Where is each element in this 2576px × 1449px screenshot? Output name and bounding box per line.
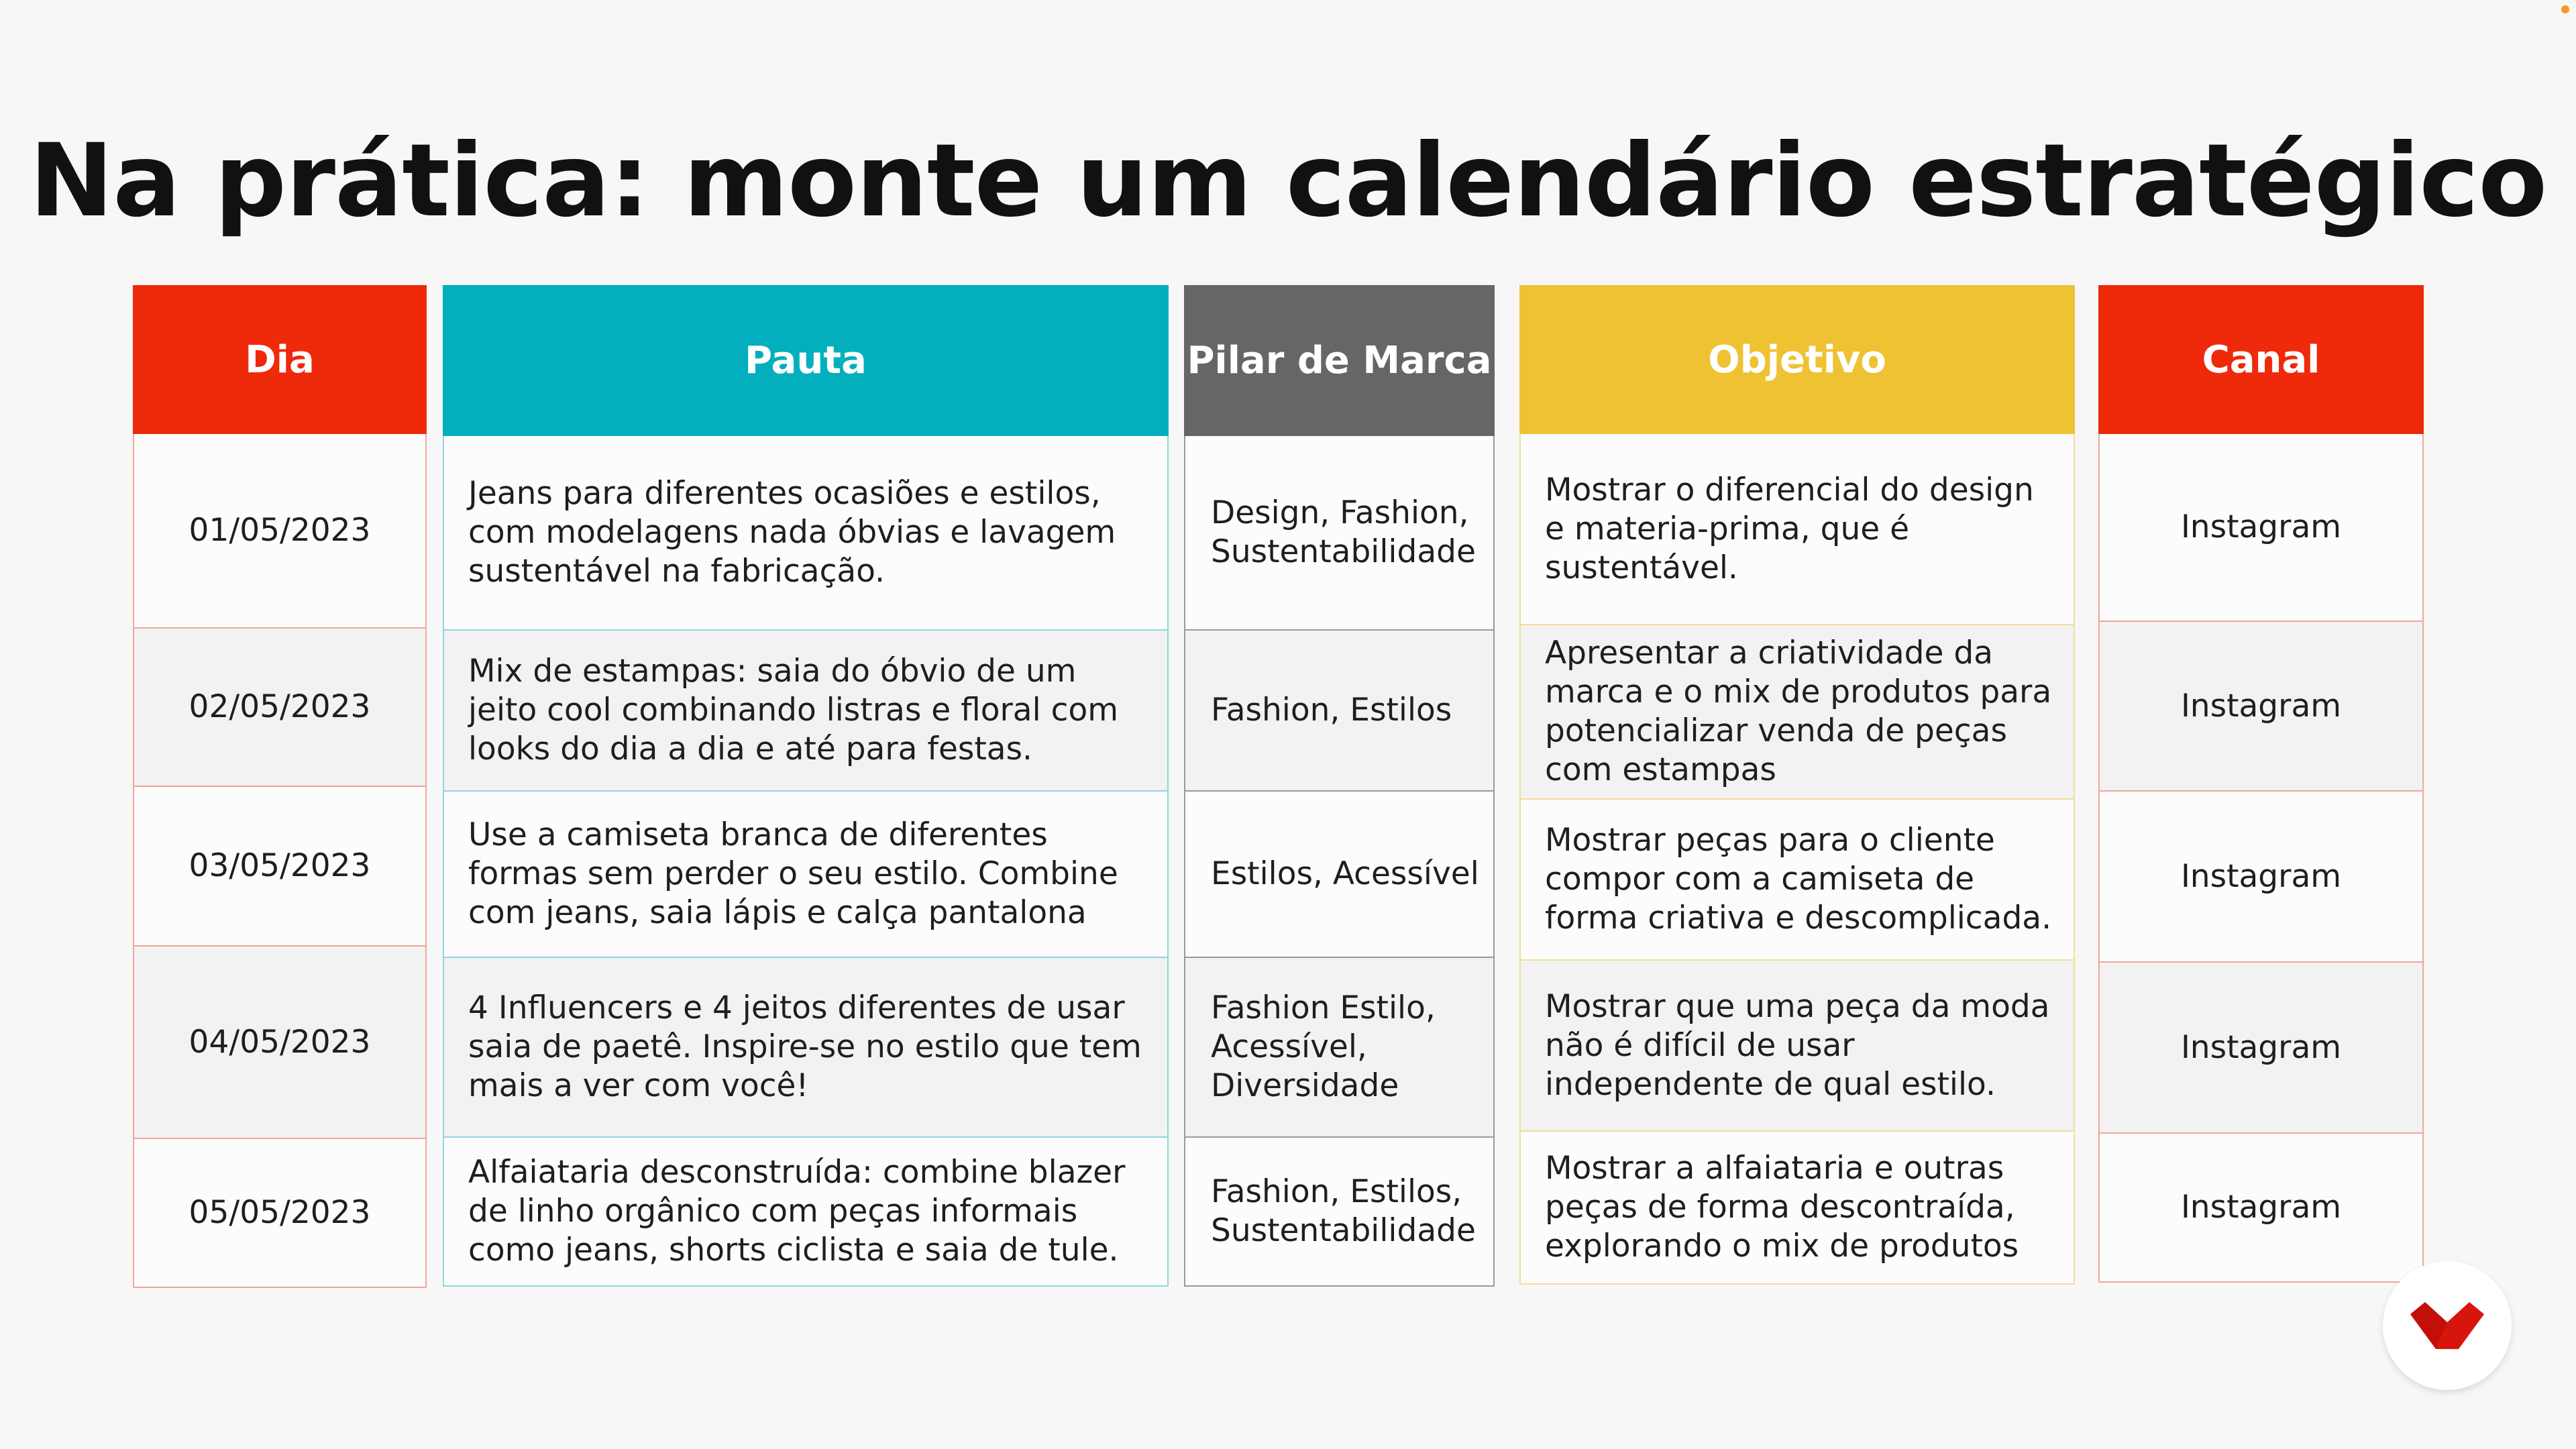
pilar-cell: Estilos, Acessível — [1184, 792, 1495, 958]
canal-cell: Instagram — [2098, 792, 2424, 963]
dia-cell: 04/05/2023 — [133, 947, 427, 1139]
header-pauta: Pauta — [443, 285, 1169, 436]
column-dia — [133, 285, 427, 1288]
header-dia: Dia — [133, 285, 427, 434]
column-pauta — [443, 285, 1169, 1287]
dia-cell: 03/05/2023 — [133, 787, 427, 947]
objetivo-cell: Mostrar que uma peça da moda não é difícil de usar independente de qual estilo. — [1519, 961, 2075, 1132]
header-canal: Canal — [2098, 285, 2424, 434]
canal-cell: Instagram — [2098, 1134, 2424, 1283]
column-objetivo — [1519, 285, 2075, 1285]
objetivo-cell: Mostrar a alfaiataria e outras peças de forma descontraída, explorando o mix de produtos — [1519, 1132, 2075, 1285]
header-objetivo: Objetivo — [1519, 285, 2075, 434]
column-pilar-de-marca — [1184, 285, 1495, 1287]
pilar-cell: Fashion, Estilos — [1184, 631, 1495, 792]
pauta-cell: Mix de estampas: saia do óbvio de um jeito cool combinando listras e floral com looks do dia a dia e até para festas. — [443, 631, 1169, 792]
page-title: Na prática: monte um calendário estratégico — [29, 123, 2547, 239]
pauta-cell: 4 Influencers e 4 jeitos diferentes de usar saia de paetê. Inspire-se no estilo que tem mais a ver com você! — [443, 958, 1169, 1138]
brand-logo-icon — [2410, 1302, 2484, 1349]
column-canal — [2098, 285, 2424, 1283]
dia-cell: 05/05/2023 — [133, 1139, 427, 1288]
pilar-cell: Design, Fashion, Sustentabilidade — [1184, 436, 1495, 631]
objetivo-cell: Mostrar o diferencial do design e materia-prima, que é sustentável. — [1519, 434, 2075, 625]
pauta-cell: Alfaiataria desconstruída: combine blazer de linho orgânico com peças informais como jeans, shorts ciclista e saia de tule. — [443, 1138, 1169, 1287]
objetivo-cell: Mostrar peças para o cliente compor com a camiseta de forma criativa e descomplicada. — [1519, 800, 2075, 961]
status-dot — [2561, 5, 2569, 13]
pauta-cell: Jeans para diferentes ocasiões e estilos, com modelagens nada óbvias e lavagem sustentável na fabricação. — [443, 436, 1169, 631]
dia-cell: 02/05/2023 — [133, 629, 427, 787]
header-pilar-de-marca: Pilar de Marca — [1184, 285, 1495, 436]
pilar-cell: Fashion, Estilos, Sustentabilidade — [1184, 1138, 1495, 1287]
canal-cell: Instagram — [2098, 434, 2424, 622]
canal-cell: Instagram — [2098, 622, 2424, 792]
pilar-cell: Fashion Estilo, Acessível, Diversidade — [1184, 958, 1495, 1138]
pauta-cell: Use a camiseta branca de diferentes formas sem perder o seu estilo. Combine com jeans, saia lápis e calça pantalona — [443, 792, 1169, 958]
dia-cell: 01/05/2023 — [133, 434, 427, 629]
objetivo-cell: Apresentar a criatividade da marca e o mix de produtos para potencializar venda de peças com estampas — [1519, 625, 2075, 800]
canal-cell: Instagram — [2098, 963, 2424, 1134]
brand-logo-badge[interactable] — [2383, 1261, 2512, 1390]
